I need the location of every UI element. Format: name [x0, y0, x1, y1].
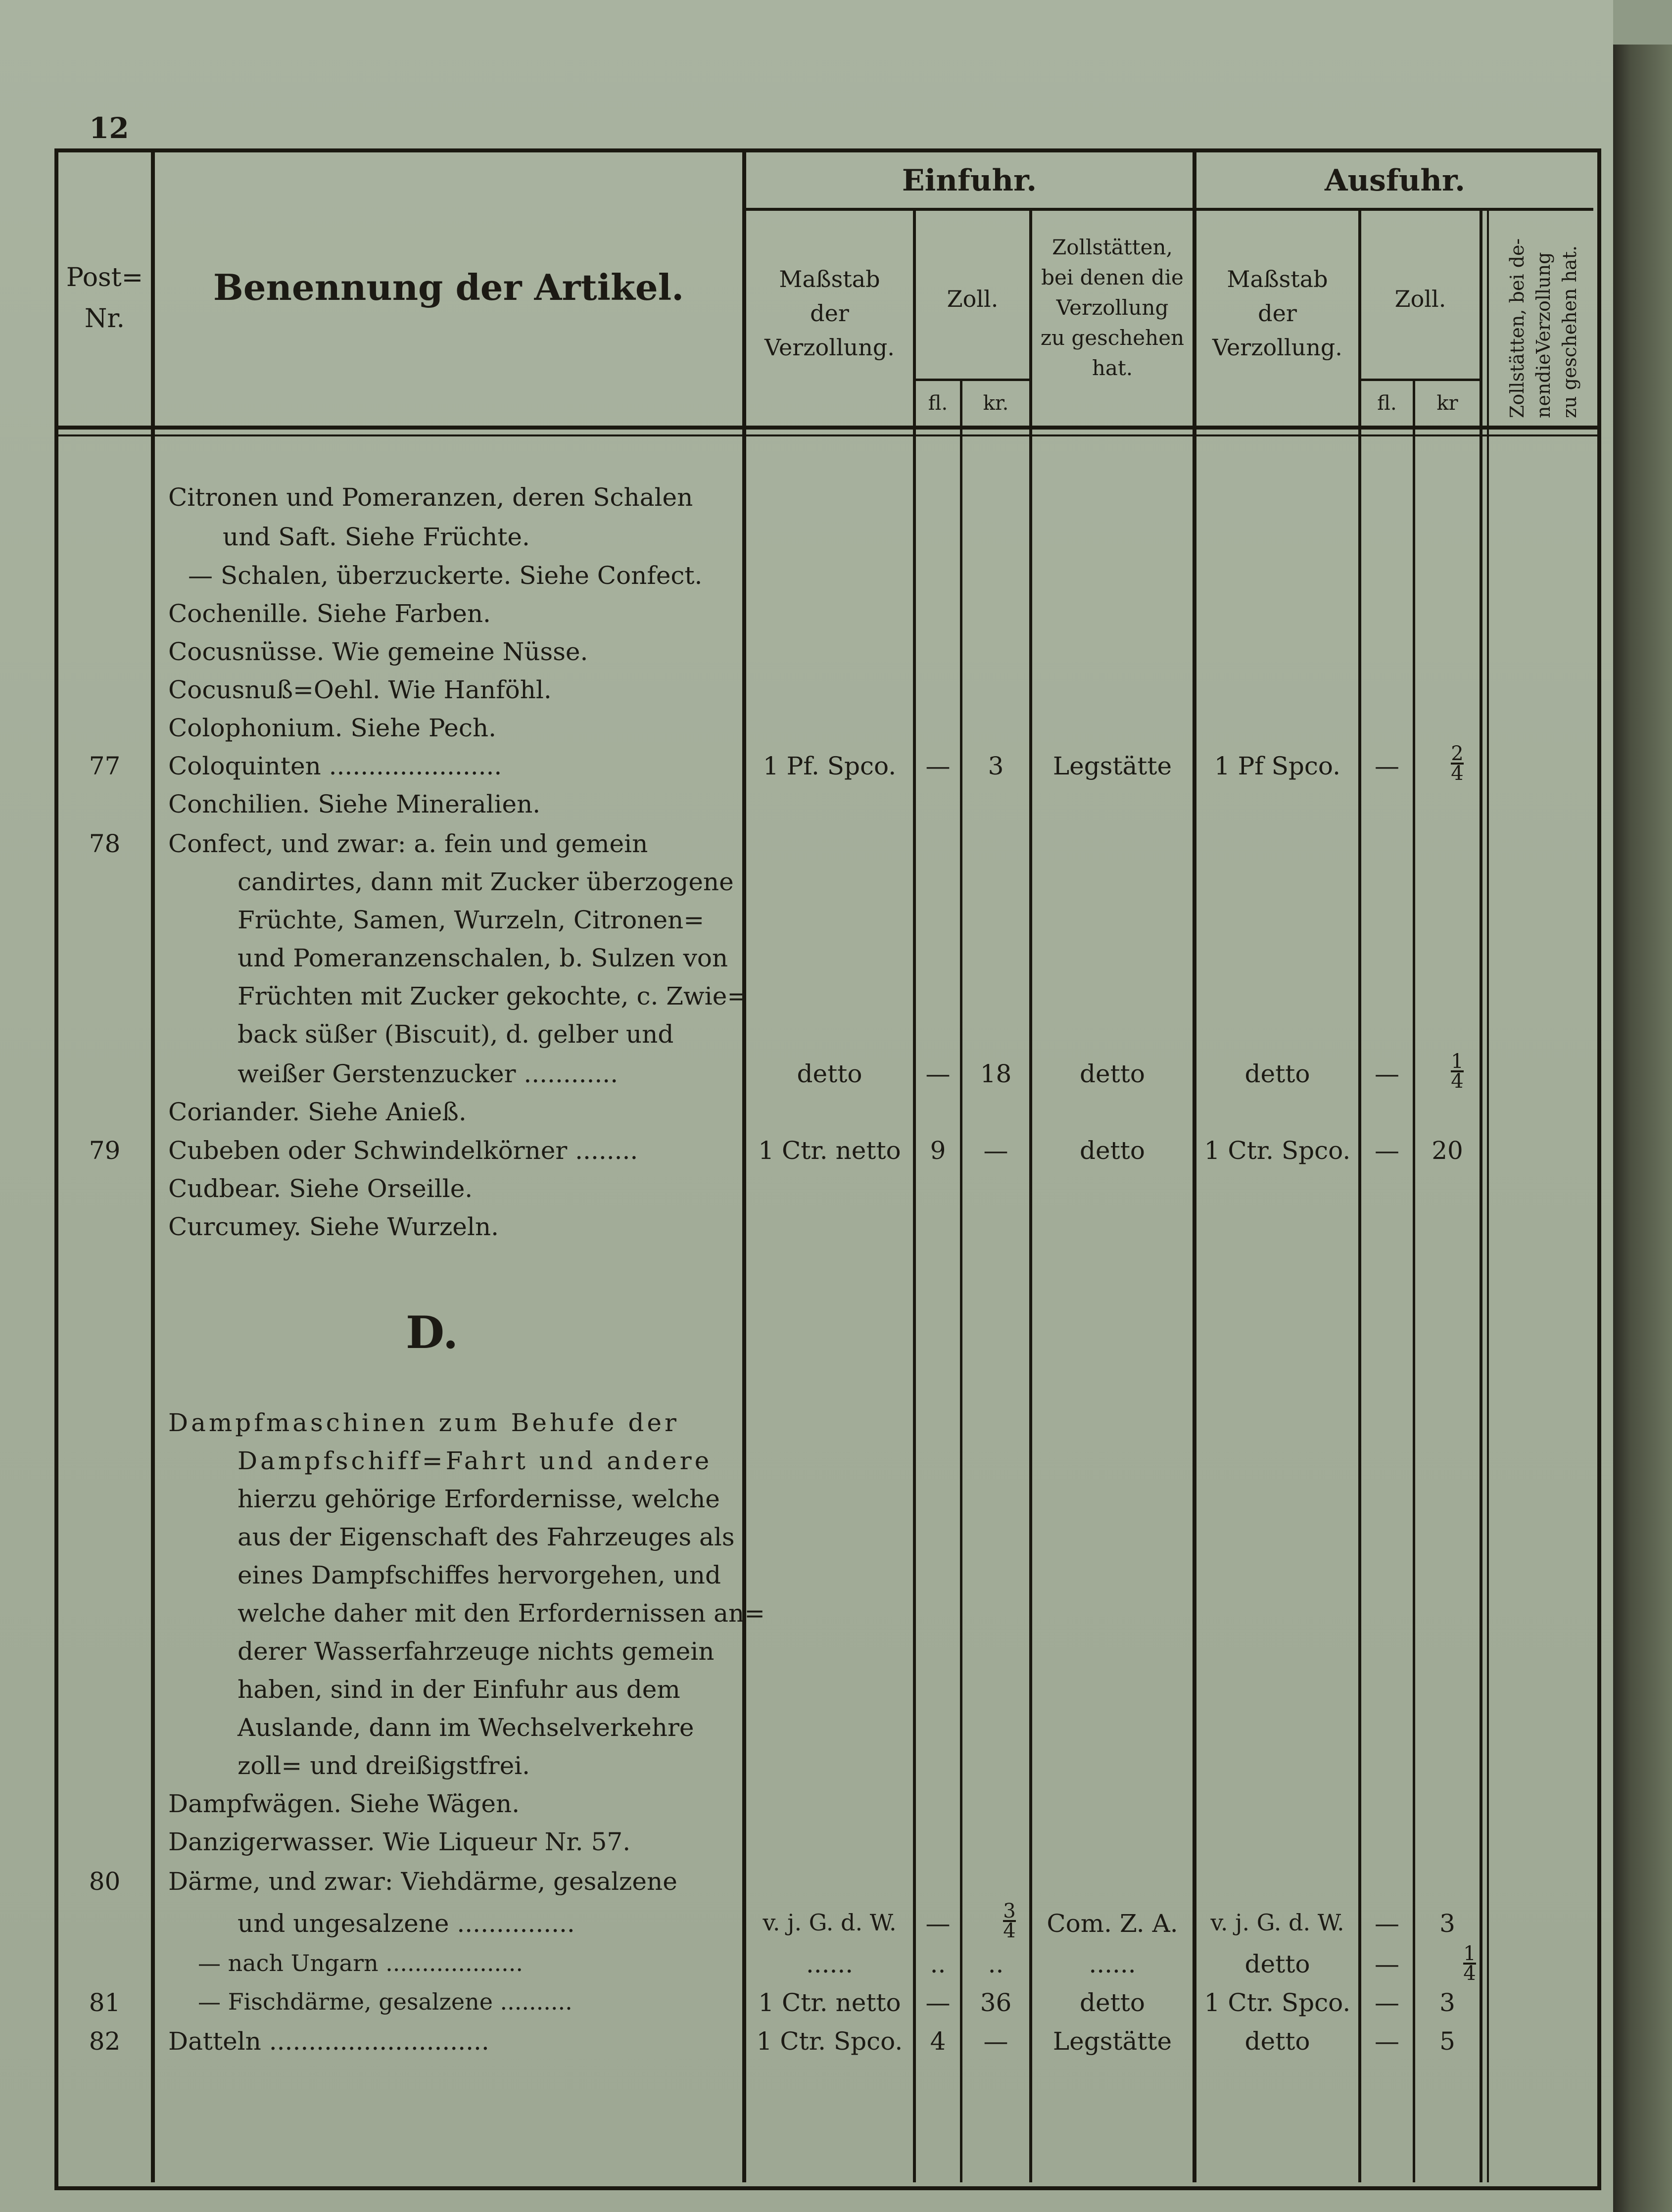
row-77-text: Coloquinten ...................... [168, 752, 502, 780]
row-80-mass: v. j. G. d. W. [763, 1909, 897, 1936]
row-80-a: Därme, und zwar: Viehdärme, gesalzene [168, 1867, 677, 1896]
row-dampf-h: haben, sind in der Einfuhr aus dem [238, 1675, 680, 1704]
row-77-nr: 77 [89, 752, 121, 780]
header-kr-aus: kr [1436, 392, 1458, 415]
col-line-aus-statt [1487, 210, 1489, 2182]
row-78-g: weißer Gerstenzucker ............ [238, 1059, 619, 1088]
row-79-kr-aus: 20 [1432, 1136, 1463, 1165]
row-78-d: und Pomeranzenschalen, b. Sulzen von [238, 944, 728, 972]
row-ungarn-mass: ...... [806, 1950, 854, 1978]
row-79-fl-aus: — [1375, 1136, 1399, 1165]
row-79-kr: — [983, 1136, 1008, 1165]
zoll-divider-ein [916, 379, 1029, 381]
row-82-kr: — [983, 2027, 1008, 2056]
row-citronen-cont: und Saft. Siehe Früchte. [223, 523, 530, 551]
row-81-kr-aus: 3 [1439, 1988, 1455, 2017]
row-81-fl: — [925, 1988, 951, 2017]
row-79-mass: 1 Ctr. netto [758, 1136, 901, 1165]
header-kr-ein: kr. [983, 392, 1009, 415]
row-82-nr: 82 [89, 2027, 121, 2056]
row-cochenille: Cochenille. Siehe Farben. [168, 599, 491, 628]
col-line-aus-mass [1358, 210, 1361, 2182]
einfuhr-divider [746, 208, 1593, 211]
header-zoll-aus: Zoll. [1394, 286, 1446, 312]
row-77-kr: 3 [988, 752, 1004, 780]
row-80-nr: 80 [89, 1867, 121, 1896]
row-81-kr: 36 [980, 1988, 1012, 2017]
row-78-kr-aus: $\frac{1}{4}$ [1451, 1050, 1464, 1093]
row-78-kr: 18 [980, 1059, 1012, 1088]
zoll-divider-aus [1361, 379, 1480, 381]
row-dampf-c: hierzu gehörige Erfordernisse, welche [238, 1485, 720, 1513]
row-79-nr: 79 [89, 1136, 121, 1165]
row-ungarn-mass-aus: detto [1244, 1950, 1310, 1978]
header-ausfuhr: Ausfuhr. [1324, 163, 1465, 198]
row-dampfwaegen: Dampfwägen. Siehe Wägen. [168, 1789, 520, 1818]
section-letter-d: D. [406, 1306, 459, 1359]
row-ungarn-fl-aus: — [1375, 1950, 1399, 1978]
row-cocusnuesse: Cocusnüsse. Wie gemeine Nüsse. [168, 637, 588, 666]
header-einfuhr: Einfuhr. [902, 163, 1037, 198]
row-77-kr-aus: $\frac{2}{4}$ [1451, 742, 1464, 785]
row-80-fl-aus: — [1375, 1909, 1399, 1938]
col-line-ein-kr [1029, 210, 1032, 2182]
col-line-artikel [742, 152, 746, 2182]
row-82-fl: 4 [930, 2027, 946, 2056]
row-ungarn-kr-aus: $\frac{1}{4}$ [1463, 1942, 1476, 1985]
row-80-mass-aus: v. j. G. d. W. [1210, 1909, 1344, 1936]
adjacent-page-edge [1613, 45, 1672, 2212]
row-81-text: — Fischdärme, gesalzene .......... [198, 1988, 573, 2015]
row-conchilien: Conchilien. Siehe Mineralien. [168, 790, 541, 818]
row-79-fl: 9 [930, 1136, 946, 1165]
row-cocusnussoehl: Cocusnuß=Oehl. Wie Hanföhl. [168, 675, 552, 704]
row-81-nr: 81 [89, 1988, 121, 2017]
row-81-mass: 1 Ctr. netto [758, 1988, 901, 2017]
row-82-statt: Legstätte [1052, 2027, 1172, 2056]
row-schalen: — Schalen, überzuckerte. Siehe Confect. [188, 561, 703, 590]
row-cudbear: Cudbear. Siehe Orseille. [168, 1174, 473, 1203]
row-80-fl: — [925, 1909, 951, 1938]
row-78-fl: — [925, 1059, 951, 1088]
row-citronen: Citronen und Pomeranzen, deren Schalen [168, 483, 693, 512]
row-81-mass-aus: 1 Ctr. Spco. [1204, 1988, 1351, 2017]
row-dampf-g: derer Wasserfahrzeuge nichts gemein [238, 1637, 715, 1666]
row-82-text: Datteln ............................ [168, 2027, 489, 2056]
row-77-mass: 1 Pf. Spco. [763, 752, 897, 780]
row-82-kr-aus: 5 [1439, 2027, 1455, 2056]
row-77-fl: — [925, 752, 951, 780]
row-ungarn-kr: .. [988, 1950, 1004, 1978]
row-82-mass: 1 Ctr. Spco. [756, 2027, 903, 2056]
row-80-kr-aus: 3 [1439, 1909, 1455, 1938]
row-danzigerwasser: Danzigerwasser. Wie Liqueur Nr. 57. [168, 1827, 631, 1856]
row-78-e: Früchten mit Zucker gekochte, c. Zwie= [238, 982, 748, 1010]
row-ungarn-statt: ...... [1089, 1950, 1136, 1978]
row-79-mass-aus: 1 Ctr. Spco. [1204, 1136, 1351, 1165]
row-77-mass-aus: 1 Pf Spco. [1214, 752, 1341, 780]
row-78-a: Confect, und zwar: a. fein und gemein [168, 829, 648, 858]
row-80-b: und ungesalzene ............... [238, 1909, 575, 1938]
row-dampf-d: aus der Eigenschaft des Fahrzeuges als [238, 1523, 735, 1551]
col-line-ein-fl [960, 381, 962, 2182]
page-number: 12 [89, 111, 129, 145]
col-line-aus-kr [1480, 210, 1482, 2182]
row-79-text: Cubeben oder Schwindelkörner ........ [168, 1136, 638, 1165]
row-78-mass-aus: detto [1244, 1059, 1310, 1088]
col-line-einfuhr-end [1193, 152, 1196, 2182]
row-78-statt: detto [1080, 1059, 1145, 1088]
row-dampf-j: zoll= und dreißigstfrei. [238, 1751, 530, 1780]
header-divider-2 [54, 434, 1601, 436]
row-78-nr: 78 [89, 829, 121, 858]
row-81-fl-aus: — [1375, 1988, 1399, 2017]
row-81-statt: detto [1080, 1988, 1145, 2017]
header-fl-ein: fl. [928, 392, 948, 415]
row-78-b: candirtes, dann mit Zucker überzogene [238, 867, 734, 896]
header-post: Post= Nr. [66, 263, 143, 334]
row-dampf-e: eines Dampfschiffes hervorgehen, und [238, 1561, 721, 1589]
row-77-statt: Legstätte [1052, 752, 1172, 780]
header-benennung: Benennung der Artikel. [213, 266, 684, 308]
row-82-mass-aus: detto [1244, 2027, 1310, 2056]
col-line-ein-mass [913, 210, 916, 2182]
row-dampf-i: Auslande, dann im Wechselverkehre [238, 1713, 694, 1742]
header-zollstaetten-ein: Zollstätten, bei denen die Verzollung zu geschehen hat. [1040, 235, 1185, 380]
row-82-fl-aus: — [1375, 2027, 1399, 2056]
row-colophonium: Colophonium. Siehe Pech. [168, 714, 496, 742]
header-divider [54, 426, 1601, 430]
row-ungarn: — nach Ungarn ................... [198, 1950, 524, 1976]
header-massstab-ein: Maßstab der Verzollung. [764, 266, 895, 361]
row-dampf-f: welche daher mit den Erfordernissen an= [238, 1599, 765, 1628]
row-dampf-a: Dampfmaschinen zum Behufe der [168, 1408, 679, 1437]
header-massstab-aus: Maßstab der Verzollung. [1212, 266, 1342, 361]
row-80-statt: Com. Z. A. [1047, 1909, 1178, 1938]
header-fl-aus: fl. [1377, 392, 1397, 415]
row-78-mass: detto [797, 1059, 862, 1088]
row-curcumey: Curcumey. Siehe Wurzeln. [168, 1212, 499, 1241]
header-zollstaetten-aus: Zollstätten, bei de- nendieVerzollung zu geschehen hat. [1506, 238, 1581, 418]
row-coriander: Coriander. Siehe Anieß. [168, 1098, 467, 1126]
col-line-nr [151, 152, 155, 2182]
row-ungarn-fl: .. [930, 1950, 946, 1978]
row-78-f: back süßer (Biscuit), d. gelber und [238, 1020, 674, 1049]
row-dampf-b: Dampfschiff=Fahrt und andere [238, 1446, 713, 1475]
row-79-statt: detto [1080, 1136, 1145, 1165]
row-78-c: Früchte, Samen, Wurzeln, Citronen= [238, 906, 705, 934]
row-80-kr: $\frac{3}{4}$ [1003, 1900, 1016, 1942]
header-zoll-ein: Zoll. [947, 286, 999, 312]
row-77-fl-aus: — [1375, 752, 1399, 780]
row-78-fl-aus: — [1375, 1059, 1399, 1088]
